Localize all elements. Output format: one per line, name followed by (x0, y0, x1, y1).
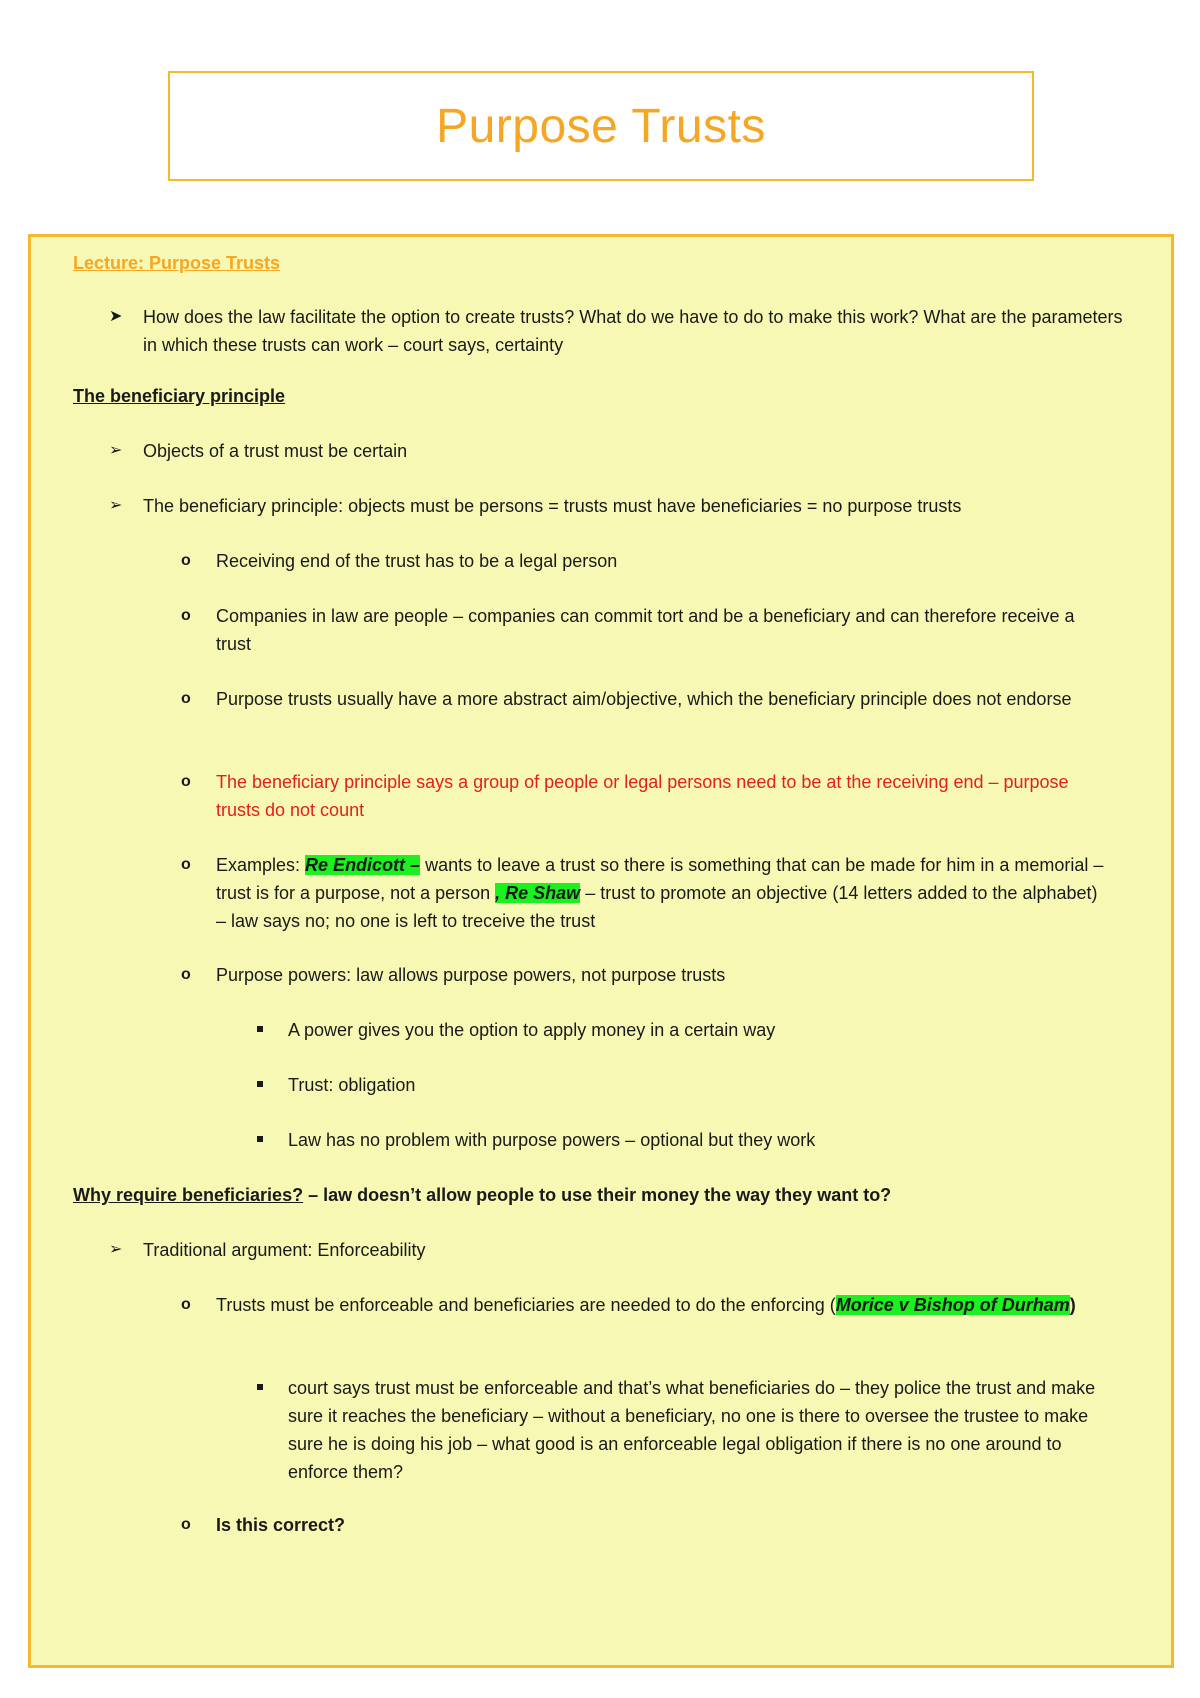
hollow-circle-bullet-icon: o (181, 552, 191, 569)
list-item: o The beneficiary principle says a group of people or legal persons need to be at the receiving end – purpose trusts do not count (216, 768, 1111, 824)
list-item: Law has no problem with purpose powers – optional but they work (288, 1126, 1111, 1154)
list-item: o Receiving end of the trust has to be a legal person (216, 547, 1111, 575)
lecture-heading: Lecture: Purpose Trusts (73, 253, 281, 273)
square-bullet-icon (257, 1384, 263, 1390)
section-heading: Why require beneficiaries? – law doesn’t allow people to use their money the way they want to? (73, 1185, 892, 1205)
hollow-circle-bullet-icon: o (181, 1516, 191, 1533)
arrowhead-bullet-icon: ➢ (109, 442, 123, 459)
list-item: o Examples: Re Endicott – wants to leave a trust so there is something that can be made for him in a memorial – trust is for a purpose, not a person , Re Shaw – trust to promote an objective (14 letters added to the alphabet) – law says no; no one is left to treceive the trust (216, 851, 1111, 935)
list-item: o Purpose powers: law allows purpose powers, not purpose trusts (216, 961, 1111, 989)
page-title: Purpose Trusts (436, 99, 766, 153)
hollow-circle-bullet-icon: o (181, 773, 191, 790)
list-item: ➤ How does the law facilitate the option to create trusts? What do we have to do to make this work? What are the parameters in which these trusts can work – court says, certainty (143, 303, 1123, 359)
list-item: o Purpose trusts usually have a more abstract aim/objective, which the beneficiary principle does not endorse (216, 685, 1111, 713)
notes-panel (28, 234, 1174, 1668)
hollow-circle-bullet-icon: o (181, 607, 191, 624)
hollow-circle-bullet-icon: o (181, 966, 191, 983)
hollow-circle-bullet-icon: o (181, 1296, 191, 1313)
list-item: ➢ The beneficiary principle: objects must be persons = trusts must have beneficiaries = no purpose trusts (143, 492, 1123, 520)
list-item: ➢ Traditional argument: Enforceability (143, 1236, 1123, 1264)
case-highlight: Re Endicott – (305, 855, 421, 875)
square-bullet-icon (257, 1136, 263, 1142)
list-item: o Is this correct? (216, 1511, 1111, 1539)
list-item: Trust: obligation (288, 1071, 1111, 1099)
hollow-circle-bullet-icon: o (181, 690, 191, 707)
list-item: o Trusts must be enforceable and beneficiaries are needed to do the enforcing (Morice v Bishop of Durham) (216, 1291, 1111, 1319)
list-item: ➢ Objects of a trust must be certain (143, 437, 1123, 465)
hollow-circle-bullet-icon: o (181, 856, 191, 873)
section-heading: The beneficiary principle (73, 386, 286, 406)
square-bullet-icon (257, 1026, 263, 1032)
list-item: o Companies in law are people – companies can commit tort and be a beneficiary and can therefore receive a trust (216, 602, 1111, 658)
case-highlight: , Re Shaw (495, 883, 581, 903)
list-item: A power gives you the option to apply money in a certain way (288, 1016, 1111, 1044)
title-box (168, 71, 1034, 181)
list-item: court says trust must be enforceable and that’s what beneficiaries do – they police the trust and make sure it reaches the beneficiary – without a beneficiary, no one is there to oversee the trustee to make sure he is doing his job – what good is an enforceable legal obligation if there is no one around to enforce them? (288, 1374, 1111, 1486)
case-highlight: Morice v Bishop of Durham (835, 1295, 1070, 1315)
arrowhead-bullet-icon: ➢ (109, 1241, 123, 1258)
arrowhead-bullet-icon: ➤ (109, 308, 123, 325)
arrowhead-bullet-icon: ➢ (109, 497, 123, 514)
square-bullet-icon (257, 1081, 263, 1087)
